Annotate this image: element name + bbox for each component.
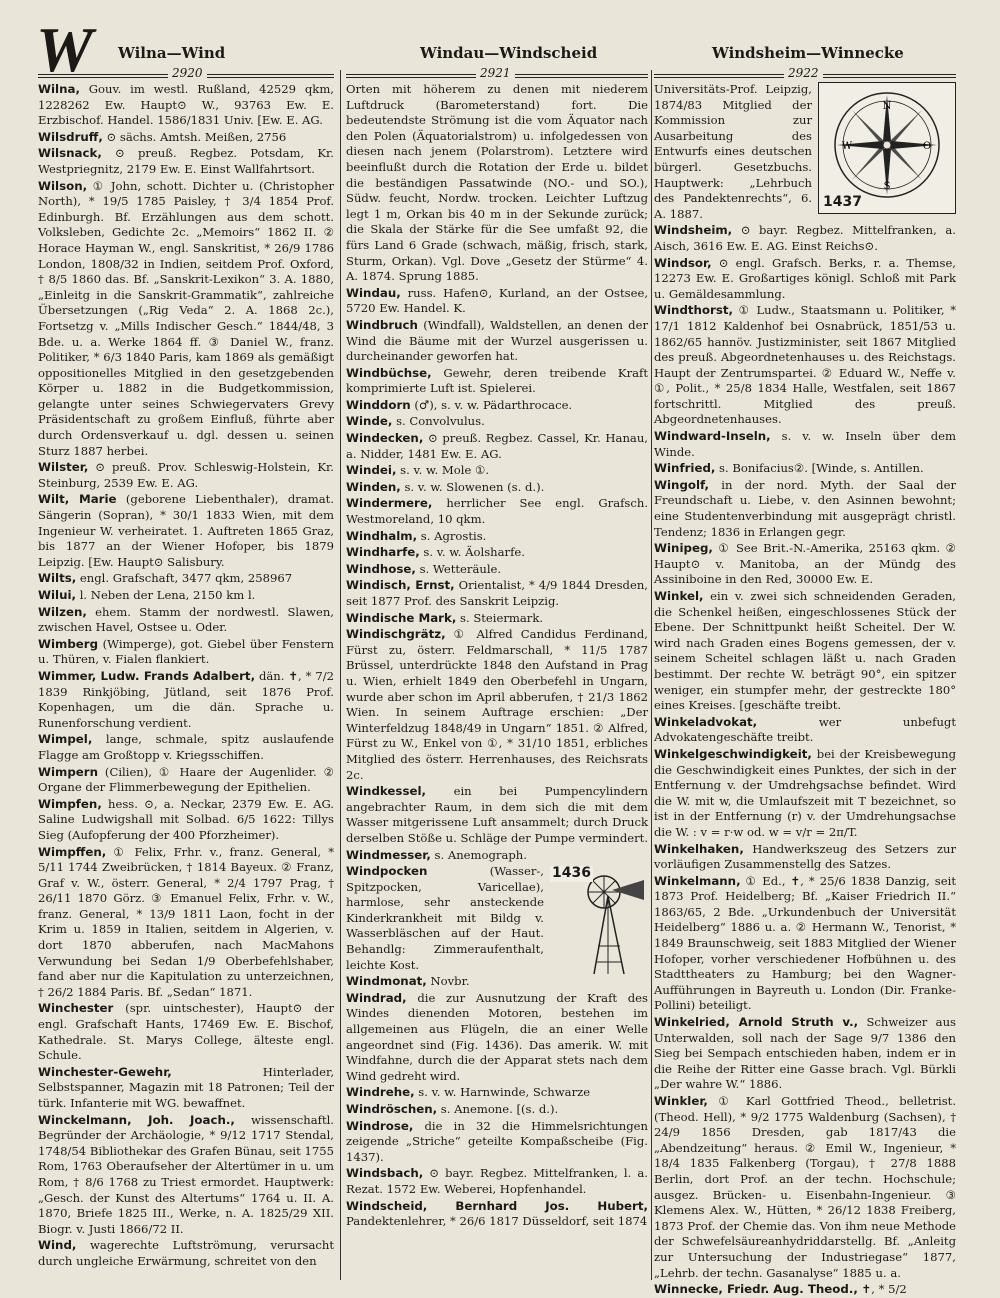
entry-text: ① Ed., ✝, * 25/6 1838 Danzig, seit 1873 Prof. Heidelberg; Bf. „Kaiser Friedrich II.“ 1863/65, 2 Bde. „Urkundenbuch der Universität Heidelberg“ 1886 u. a. ② Hermann W., Tenorist, * 1849 Braunschweig, seit 1883 Mitglied der Wiener Hofoper, vorher verschiedener Hofbühnen u. des Stadttheaters zu Hamburg; bei den Wagner-Aufführungen in Bayreuth u. London (Dir. Franke-Pollini) beteiligt.: [654, 873, 956, 1013]
dictionary-entry: [654, 715, 956, 746]
entry-text: bei der Kreisbewegung die Geschwindigkeit eines Punktes, der sich in der Entfernung v. der Umdrehgsachse befindet. Wird die W. mit w, die Umlaufszeit mit T bezeichnet, so ist in der Entfernung (r) v. der Umdrehungsachse die W. : v = r·w od. w = v/r = 2π/T.: [654, 746, 956, 839]
entry-text: ① Alfred Candidus Ferdinand, Fürst zu, österr. Feldmarschall, * 11/5 1787 Brüssel, unterdrückte 1848 den Aufstand in Prag u. Wien, erhielt 1849 den Oberbefehl in Ungarn, wurde aber schon im April abberufen, † 21/3 1862 Wien. In seinem Auftrage erschien: „Der Winterfeldzug 1848/49 in Ungarn“ 1851. ② Alfred, Fürst zu W., Enkel von ①, * 31/10 1851, erbliches Mitglied des österr. Herrenhauses, des Reichsrats 2c.: [346, 627, 648, 782]
entry-headword: Wilna,: [38, 82, 80, 96]
compass-o-label: O: [922, 141, 932, 152]
entry-headword: Winfried,: [654, 461, 716, 476]
entry-text: wagerechte Luftströmung, verursacht durch ungleiche Erwärmung, schreitet von den: [38, 1238, 334, 1268]
entry-text: ⊙ preuß. Regbez. Cassel, Kr. Hanau, a. Nidder, 1481 Ew. E. AG.: [346, 431, 648, 461]
entry-headword: Winkeladvokat,: [654, 714, 758, 729]
entry-headword: Winnecke, Friedr. Aug. Theod.,: [654, 1282, 858, 1297]
entry-headword: Winkelried, Arnold Struth v.,: [654, 1015, 859, 1030]
dictionary-entry: [38, 1065, 334, 1112]
entry-text: ✝, * 5/2: [857, 1282, 907, 1297]
entry-headword: Wingolf,: [654, 477, 710, 492]
dictionary-entry: [346, 1199, 648, 1230]
entry-headword: Winkelgeschwindigkeit,: [654, 746, 812, 761]
entry-text: Orientalist, * 4/9 1844 Dresden, seit 1877 Prof. des Sanskrit Leipzig.: [346, 578, 648, 608]
dictionary-entry: [38, 765, 334, 796]
entry-text: s. Anemone. [(s. d.).: [437, 1102, 559, 1116]
running-headers: [0, 44, 1000, 84]
entry-headword: Windrehe,: [346, 1085, 415, 1100]
dictionary-entry: [38, 130, 334, 146]
dictionary-entry: [654, 256, 956, 303]
entry-headword: Wimpffen,: [38, 844, 107, 859]
dictionary-entry: [654, 461, 956, 477]
entry-text: ⊙ bayr. Regbez. Mittelfranken, l. a. Rezat. 1572 Ew. Weberei, Hopfenhandel.: [346, 1166, 648, 1196]
entry-text: Universitäts-Prof. Leipzig, 1874/83 Mitglied der Kommission zur Ausarbeitung des Entwurfs eines deutschen bürgerl. Gesetzbuchs. Hauptwerk: „Lehrbuch des Pandektenrechts“, 6. A. 1887.: [654, 82, 812, 221]
entry-headword: Windmonat,: [346, 974, 427, 989]
dictionary-entry: [346, 991, 648, 1085]
compass-s-label: S: [883, 181, 891, 192]
dictionary-entry: [38, 460, 334, 491]
entry-headword: Winchester: [38, 1001, 114, 1016]
dictionary-entry: [38, 146, 334, 177]
entry-headword: Wilui,: [38, 588, 77, 602]
entry-headword: Windhalm,: [346, 528, 418, 543]
entry-headword: Windröschen,: [346, 1102, 438, 1116]
dictionary-entry: [38, 1113, 334, 1238]
entry-text: Orten mit höherem zu denen mit niederem Luftdruck (Barometerstand) fort. Die bedeutendste Strömung ist die vom Äquator nach den Polen (Äquatorialstrom) u. infolgedessen von diesen nach jenem (Polarstrom). Letztere wird beeinflußt durch die Rotation der Erde u. bildet die beständigen Passatwinde (NO.- und SO.), Südw. feucht, Nordw. trocken. Leichter Luftzug legt 1 m, Orkan bis 40 m in der Sekunde zurück; die Skala der Stärke für die See umfaßt 92, die fürs Land 6 Grade (schwach, mäßig, frisch, stark, Sturm, Orkan). Vgl. Dove „Gesetz der Stürme“ 4. A. 1874. Sprung 1885.: [346, 82, 648, 284]
dictionary-entry: [346, 578, 648, 609]
entry-headword: Wimberg: [38, 636, 99, 651]
entry-headword: Windisch, Ernst,: [346, 578, 455, 593]
entry-text: ① Felix, Frhr. v., franz. General, * 5/11 1744 Zweibrücken, † 1814 Bayeux. ② Franz, Graf v. W., österr. General, * 2/4 1797 Prag, † 26/11 1870 Görz. ③ Emanuel Felix, Frhr. v. W., franz. General, * 13/9 1811 Laon, focht in der Krim u. 1859 in Italien, seitdem in Algerien, v. dort 1870 abberufen, nach MacMahons Verwundung bei Sedan 1/9 Oberbefehlshaber, fand aber nur die Kapitulation zu unterzeichnen, † 26/2 1884 Paris. Bf. „Sedan“ 1871.: [38, 844, 334, 999]
dictionary-entry: [346, 784, 648, 846]
entry-text: ⊙ bayr. Regbez. Mittelfranken, a. Aisch, 3616 Ew. E. AG. Einst Reichs⊙.: [654, 223, 956, 253]
entry-headword: Winkel,: [654, 589, 704, 603]
entry-headword: Windsbach,: [346, 1166, 424, 1181]
entry-headword: Winkelmann,: [654, 873, 741, 888]
dictionary-entry: [38, 797, 334, 844]
entry-headword: Windpocken: [346, 864, 428, 879]
entry-headword: Wimpel,: [38, 732, 93, 747]
entry-text: wissenschaftl. Begründer der Archäologie, * 9/12 1717 Stendal, 1748/54 Bibliothekar des Grafen Bünau, seit 1755 Rom, 1763 Oberaufseher der Altertümer in u. um Rom, † 8/6 1768 zu Triest ermordet. Hauptwerk: „Gesch. der Kunst des Altertums“ 1764 u. II. A. 1870, Briefe 1825 III., Werke, n. A. 1825/29 XII. Biogr. v. Justi 1866/72 II.: [38, 1112, 334, 1236]
dictionary-entry: [346, 1085, 648, 1101]
dictionary-entry: [38, 492, 334, 570]
entry-headword: Windhose,: [346, 561, 416, 576]
entry-text: dän. ✝, * 7/2 1839 Rinkjöbing, Jütland, seit 1876 Prof. Kopenhagen, um die dän. Sprache u. Runenforschung verdient.: [38, 668, 334, 730]
figure-number-1437: 1437: [823, 194, 862, 211]
dictionary-entry: [654, 541, 956, 588]
entry-headword: Winden,: [346, 479, 401, 494]
dictionary-entry: [346, 545, 648, 561]
dictionary-entry: [38, 1238, 334, 1269]
dictionary-entry: [38, 732, 334, 763]
header-middle: Windau—Windscheid: [420, 44, 598, 62]
dictionary-entry: [346, 82, 648, 285]
entry-headword: Windbruch: [346, 317, 418, 332]
entry-text: in der nord. Myth. der Saal der Freundschaft u. Liebe, v. den Asinnen bewohnt; eine Studentenverbindung mit ausgeprägt christl. Tendenz; 1836 in Erlangen gegr.: [654, 477, 956, 539]
entry-text: russ. Hafen⊙, Kurland, an der Ostsee, 5720 Ew. Handel. K.: [346, 285, 648, 316]
compass-rose-figure: [818, 82, 956, 214]
entry-headword: Windbüchse,: [346, 365, 432, 380]
entry-headword: Wilson,: [38, 178, 88, 193]
dictionary-entry: [346, 848, 648, 864]
entry-text: s. Steiermark.: [456, 610, 544, 625]
entry-text: s. v. w. Harnwinde, Schwarze: [414, 1085, 591, 1100]
entry-headword: Windthorst,: [654, 303, 734, 318]
entry-headword: Windische Mark,: [346, 610, 457, 625]
entry-text: (Windfall), Waldstellen, an denen der Wind die Bäume mit der Wurzel ausgerissen u. durcheinander geworfen hat.: [346, 317, 648, 364]
entry-text: ⊙ preuß. Prov. Schleswig-Holstein, Kr. Steinburg, 2539 Ew. E. AG.: [38, 460, 334, 490]
entry-headword: Windsheim,: [654, 223, 733, 238]
entry-headword: Winchester-Gewehr,: [38, 1064, 172, 1079]
dictionary-entry: [346, 366, 648, 397]
column-right: [654, 82, 957, 1297]
dictionary-entry: [346, 1119, 648, 1166]
entry-headword: Windharfe,: [346, 545, 420, 560]
entry-text: lange, schmale, spitz auslaufende Flagge am Großtopp v. Kriegsschiffen.: [38, 732, 334, 762]
entry-text: Gouv. im westl. Rußland, 42529 qkm, 1228262 Ew. Haupt⊙ W., 93763 Ew. E. Erzbischof. Handel. 1586/1831 Univ. [Ew. E. AG.: [38, 82, 334, 128]
dictionary-entry: [346, 286, 648, 317]
page-number-left: 2920: [168, 66, 207, 80]
dictionary-entry: [346, 611, 648, 627]
entry-headword: Windau,: [346, 285, 401, 300]
column-middle: [346, 82, 648, 1282]
entry-headword: Windkessel,: [346, 784, 426, 799]
entry-text: (geborene Liebenthaler), dramat. Sängerin (Sopran), * 30/1 1833 Wien, mit dem Ingenieur W. verheiratet. 1. Auftreten 1865 Graz, bis 1877 an der Wiener Hofoper, bis 1879 Leipzig. [Ew. Haupt⊙ Salisbury.: [38, 492, 334, 569]
dictionary-entry: [346, 562, 648, 578]
entry-headword: Windischgrätz,: [346, 627, 446, 642]
dictionary-entry: [346, 627, 648, 783]
dictionary-entry: [38, 605, 334, 636]
column-divider-1: [340, 70, 341, 1280]
entry-text: s. Convolvulus.: [392, 414, 485, 429]
compass-w-label: W: [841, 141, 853, 152]
dictionary-entry: [38, 571, 334, 587]
dictionary-entry: [38, 82, 334, 129]
entry-text: ① Ludw., Staatsmann u. Politiker, * 17/1 1812 Kaldenhof bei Osnabrück, 1851/53 u. 1862/65 hannöv. Justizminister, seit 1867 Mitglied des preuß. Abgeordnetenhauses u. des Reichstags. Haupt der Zentrumspartei. ② Eduard W., Neffe v. ①, Polit., * 25/8 1834 Halle, Westfalen, seit 1867 fortschrittl. Mitglied des preuß. Abgeordnetenhauses.: [654, 303, 956, 427]
entry-headword: Windscheid, Bernhard Jos. Hubert,: [346, 1198, 648, 1213]
entry-headword: Windrad,: [346, 990, 407, 1005]
header-right: Windsheim—Winnecke: [712, 44, 904, 62]
entry-text: ⊙ preuß. Regbez. Potsdam, Kr. Westpriegnitz, 2179 Ew. E. Einst Wallfahrtsort.: [38, 146, 334, 176]
entry-text: s. v. w. Äolsharfe.: [419, 545, 525, 560]
entry-headword: Windsor,: [654, 255, 712, 270]
entry-text: l. Neben der Lena, 2150 km l.: [76, 588, 256, 602]
entry-headword: Windermere,: [346, 496, 433, 511]
entry-headword: Wilsdruff,: [38, 129, 103, 144]
entry-text: s. v. w. Inseln über dem Winde.: [654, 429, 956, 459]
dictionary-entry: [346, 1102, 648, 1118]
entry-headword: Wilts,: [38, 571, 77, 586]
dictionary-entry: [346, 463, 648, 479]
entry-headword: Winddorn: [346, 397, 411, 412]
entry-headword: Wilzen,: [38, 604, 87, 619]
figure-number-1436: 1436: [552, 865, 591, 882]
entry-headword: Windei,: [346, 463, 397, 478]
entry-text: die zur Ausnutzung der Kraft des Windes dienenden Motoren, bestehen im allgemeinen aus Flügeln, die an einer Welle angeordnet sind (Fig. 1436). Das amerik. W. mit Windfahne, durch die der Apparat stets nach dem Wind gedreht wird.: [346, 990, 648, 1083]
entry-text: ⊙ engl. Grafsch. Berks, r. a. Themse, 12273 Ew. E. Großartiges königl. Schloß mit Park u. Gemäldesammlung.: [654, 255, 956, 301]
entry-headword: Wimmer, Ludw. Frands Adalbert,: [38, 668, 256, 683]
entry-text: ⊙ sächs. Amtsh. Meißen, 2756: [102, 129, 287, 144]
entry-headword: Windmesser,: [346, 847, 431, 862]
entry-headword: Wilsnack,: [38, 146, 102, 161]
dictionary-entry: [346, 1166, 648, 1197]
entry-text: Schweizer aus Unterwalden, soll nach der Sage 9/7 1386 den Sieg bei Sempach entschieden haben, indem er in die Reihe der Ritter eine Gasse brach. Vgl. Bürkli „Der wahre W.“ 1886.: [654, 1015, 957, 1092]
entry-text: Gewehr, deren treibende Kraft komprimierte Luft ist. Spielerei.: [346, 365, 648, 396]
dictionary-entry: [38, 637, 334, 668]
dictionary-entry: [38, 179, 334, 460]
entry-text: s. v. w. Mole ①.: [396, 463, 490, 478]
entry-text: Novbr.: [426, 974, 470, 989]
entry-headword: Winkler,: [654, 1094, 708, 1108]
entry-text: (Wimperge), got. Giebel über Fenstern u. Thüren, v. Fialen flankiert.: [38, 636, 334, 667]
dictionary-entry: [654, 747, 956, 841]
dictionary-entry: [654, 478, 956, 540]
entry-headword: Winkelhaken,: [654, 841, 744, 856]
entry-headword: Winipeg,: [654, 541, 713, 556]
entry-headword: Winde,: [346, 414, 393, 429]
dictionary-entry: [654, 842, 956, 873]
dictionary-entry: [654, 223, 956, 254]
entry-text: ein v. zwei sich schneidenden Geraden, die Schenkel heißen, eingeschlossenes Stück der Ebene. Der Schnittpunkt heißt Scheitel. Der W. wird nach Graden eines Bogens gemessen, der v. seinem Scheitel schlagen läßt u. nach Graden bestimmt. Der rechte W. beträgt 90°, ein spitzer weniger, ein stumpfer mehr, der gestreckte 180° eines Kreises. [geschäfte treibt.: [654, 589, 956, 713]
entry-headword: Windward-Inseln,: [654, 429, 771, 444]
header-left: Wilna—Wind: [118, 44, 226, 62]
entry-text: die in 32 die Himmelsrichtungen zeigende „Striche“ geteilte Kompaßscheibe (Fig. 1437).: [346, 1118, 648, 1164]
page-number-right: 2922: [784, 66, 823, 80]
entry-headword: Wimpern: [38, 764, 99, 779]
dictionary-entry: [346, 318, 648, 365]
entry-text: ① John, schott. Dichter u. (Christopher North), * 19/5 1785 Paisley, † 3/4 1854 Prof. Edinburgh. Bf. Erzählungen aus dem schott. Volksleben, Gedichte 2c. „Memoirs“ 1862 II. ② Horace Hayman W., engl. Sanskritist, * 26/9 1786 London, 1808/32 in Indien, seitdem Prof. Oxford, † 8/5 1860 das. Bf. „Sanskrit-Lexikon“ 3. A. 1880, „Einleitg in die Sanskrit-Grammatik“, zahlreiche Übersetzungen („Rig Veda“ 2. A. 1868 2c.), Fortsetzg v. „Mills Indischer Gesch.“ 1844/48, 3 Bde. u. a. Werke 1864 ff. ③ Daniel W., franz. Politiker, * 6/3 1840 Paris, kam 1869 als gemäßigt oppositionelles Mitglied in den gesetzgebenden Körper u. 1882 in die Budgetkommission, gelangte unter seines Schwiegervaters Grevy Präsidentschaft zu großem Einfluß, führte aber durch Ordensverkauf u. dgl. dessen u. seinen Sturz 1887 herbei.: [38, 178, 334, 458]
dictionary-entry: [346, 480, 648, 496]
entry-text: (♂), s. v. w. Pädarthrocace.: [410, 397, 573, 412]
dictionary-entry: [346, 398, 648, 414]
dictionary-entry: [654, 303, 956, 428]
entry-headword: Wimpfen,: [38, 796, 102, 811]
entry-headword: Wilt, Marie: [38, 492, 117, 507]
entry-text: s. v. w. Slowenen (s. d.).: [400, 479, 545, 494]
column-left: [38, 82, 334, 1282]
section-letter: W: [36, 14, 93, 85]
entry-headword: Windrose,: [346, 1118, 414, 1133]
dictionary-entry: [346, 431, 648, 462]
entry-text: Pandektenlehrer, * 26/6 1817 Düsseldorf, seit 1874: [346, 1214, 648, 1229]
dictionary-entry: [654, 1282, 956, 1298]
entry-text: (Cilien), ① Haare der Augenlider. ② Organe der Flimmerbewegung der Epithelien.: [38, 764, 334, 795]
entry-text: engl. Grafschaft, 3477 qkm, 258967: [76, 571, 293, 586]
dictionary-entry: [654, 1015, 956, 1093]
entry-text: (Wasser-, Spitzpocken, Varicellae), harmlose, sehr ansteckende Kinderkrankheit mit Bildg v. Wasserbläschen auf der Haut. Behandlg: Zimmeraufenthalt, leichte Kost.: [346, 864, 544, 972]
entry-text: hess. ⊙, a. Neckar, 2379 Ew. E. AG. Saline Ludwigshall mit Solbad. 6/5 1622: Tillys Sieg (Aufopferung der 400 Pforzheimer).: [38, 796, 334, 842]
entry-headword: Wilster,: [38, 460, 89, 475]
entry-text: ① See Brit.-N.-Amerika, 25163 qkm. ② Haupt⊙ v. Manitoba, an der Mündg des Assiniboine in den Red, 30000 Ew. E.: [654, 541, 956, 587]
windmill-icon: [550, 866, 648, 978]
dictionary-entry: [346, 414, 648, 430]
dictionary-entry: [654, 874, 956, 1014]
page-number-middle: 2921: [476, 66, 515, 80]
dictionary-entry: [654, 429, 956, 460]
entry-text: ehem. Stamm der nordwestl. Slawen, zwischen Havel, Ostsee u. Oder.: [38, 604, 334, 635]
dictionary-entry: [654, 1094, 956, 1281]
dictionary-entry: [346, 496, 648, 527]
entry-text: herrlicher See engl. Grafsch. Westmoreland, 10 qkm.: [346, 496, 648, 527]
entry-headword: Windecken,: [346, 431, 424, 446]
entry-text: s. Bonifacius②. [Winde, s. Antillen.: [715, 461, 924, 476]
entry-headword: Winckelmann, Joh. Joach.,: [38, 1112, 235, 1127]
entry-text: ein bei Pumpencylindern angebrachter Raum, in dem sich die mit dem Wasser mitgerissene Luft ansammelt; durch Druck derselben Stöße u. Schläge der Pumpe vermindert.: [346, 784, 649, 845]
dictionary-entry: [38, 669, 334, 731]
entry-text: (spr. uintschester), Haupt⊙ der engl. Grafschaft Hants, 17469 Ew. E. Bischof, Kathedrale. St. Marys College, älteste engl. Schule.: [38, 1001, 334, 1063]
entry-text: wer unbefugt Advokatengeschäfte treibt.: [654, 714, 956, 745]
windmill-figure: [550, 866, 648, 978]
entry-headword: Wind,: [38, 1238, 77, 1253]
dictionary-entry: [38, 1001, 334, 1063]
dictionary-entry: [38, 588, 334, 604]
compass-n-label: N: [882, 101, 892, 112]
entry-text: Hinterlader, Selbstspanner, Magazin mit 18 Patronen; Teil der türk. Infanterie mit WG. bewaffnet.: [38, 1064, 334, 1110]
dictionary-entry: [38, 845, 334, 1001]
entry-text: Handwerkszeug des Setzers zur vorläufigen Zusammenstellg des Satzes.: [654, 841, 956, 872]
entry-text: s. Wetteräule.: [415, 561, 502, 576]
dictionary-entry: [346, 529, 648, 545]
dictionary-entry: [654, 589, 956, 714]
entry-text: s. Anemograph.: [430, 847, 527, 862]
entry-text: ① Karl Gottfried Theod., belletrist. (Theod. Hell), * 9/2 1775 Waldenburg (Sachsen), † 24/9 1856 Dresden, gab 1817/43 die „Abendzeitung“ heraus. ② Emil W., Ingenieur, * 18/4 1835 Falkenberg (Torgau), † 27/8 1888 Berlin, dort Prof. an der techn. Hochschule; ausgez. Brücken- u. Eisenbahn-Ingenieur. ③ Klemens Alex. W., Hütten, * 26/12 1838 Freiberg, 1873 Prof. der Chemie das. Von ihm neue Methode der Schwefelsäureanhydriddarstellg. Bf. „Anleitg zur Untersuchung der Industriegase“ 1877, „Lehrb. der techn. Gasanalyse“ 1885 u. a.: [654, 1094, 956, 1280]
column-divider-2: [651, 70, 652, 1280]
entry-text: s. Agrostis.: [417, 528, 487, 543]
